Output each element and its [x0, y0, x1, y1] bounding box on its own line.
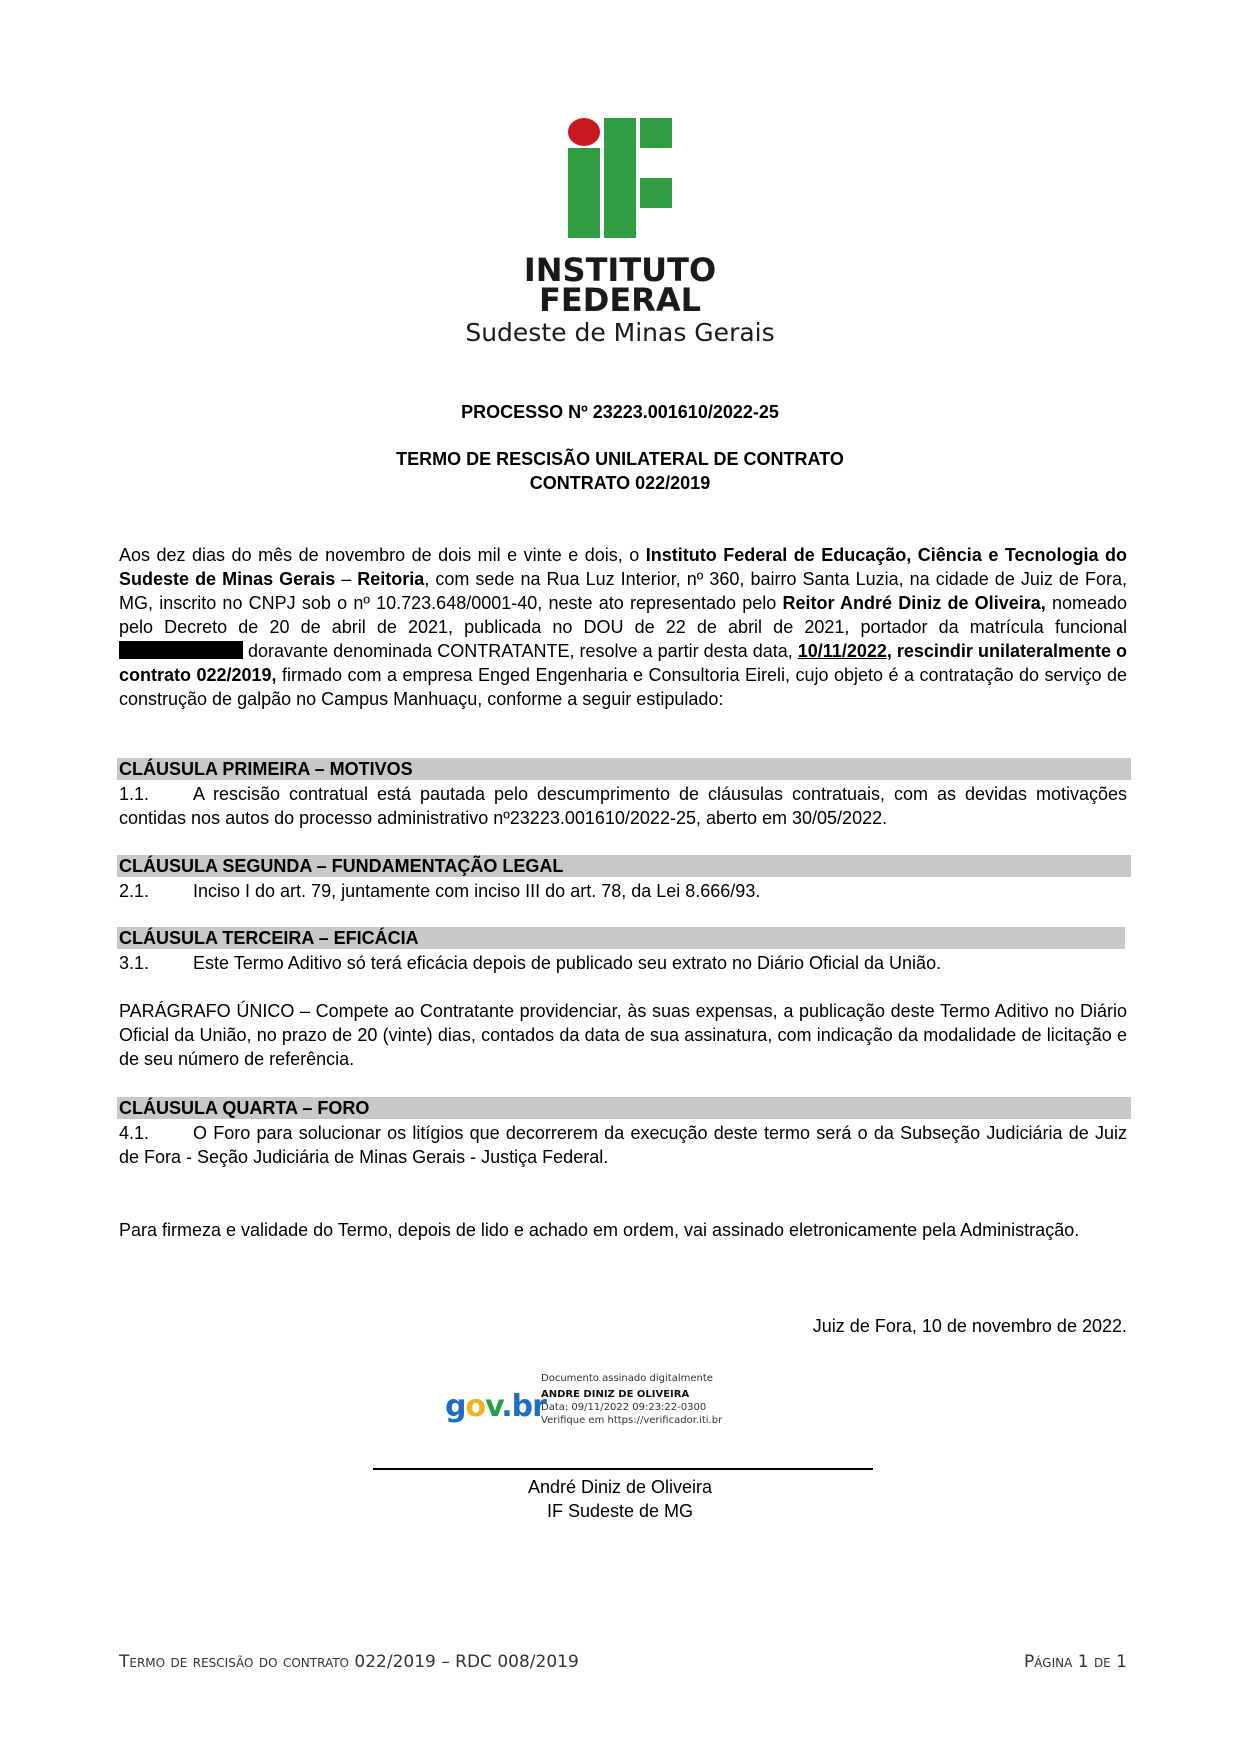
- clause-item-1-1: 1.1. A rescisão contratual está pautada pelo descumprimento de cláusulas contratuais, com as devidas motivações contidas nos autos do processo administrativo nº23223.001610/2022-25, aberto em 30/05/2022.: [119, 784, 1127, 828]
- processo-number: PROCESSO Nº 23223.001610/2022-25: [461, 402, 779, 422]
- rescission-date: 10/11/2022: [797, 641, 887, 661]
- document-title: TERMO DE RESCISÃO UNILATERAL DE CONTRATO: [396, 449, 844, 469]
- logo-grid-icon: [568, 118, 672, 238]
- clause-item-2-1: 2.1. Inciso I do art. 79, juntamente com inciso III do art. 78, da Lei 8.666/93.: [119, 881, 761, 901]
- place-date: Juiz de Fora, 10 de novembro de 2022.: [812, 1316, 1127, 1336]
- logo-title-line1: INSTITUTO: [523, 251, 717, 289]
- digital-signature-stamp: [445, 1372, 765, 1442]
- signature-date: Data: 09/11/2022 09:23:22-0300: [541, 1402, 707, 1413]
- intro-paragraph: Aos dez dias do mês de novembro de dois mil e vinte e dois, o Instituto Federal de Educação, Ciência e Tecnologia do Sudeste de Minas Gerais – Reitoria, com sede na Rua Luz Interior, nº 360, bairro Santa Luzia, na cidade de Juiz de Fora, MG, inscrito no CNPJ sob o nº 10.723.648/0001-40, neste ato representado pelo Reitor André Diniz de Oliveira, nomeado pelo Decreto de 20 de abril de 2021, publicada no DOU de 22 de abril de 2021, portador da matrícula funcional doravante denominada CONTRATANTE, resolve a partir desta data, 10/11/2022, rescindir unilateralmente o contrato 022/2019, firmado com a empresa Enged Engenharia e Consultoria Eireli, cujo objeto é a contratação do serviço de construção de galpão no Campus Manhuaçu, conforme a seguir estipulado:: [119, 545, 1128, 709]
- signatory-org: IF Sudeste de MG: [546, 1501, 694, 1521]
- clause-item-3-1: 3.1. Este Termo Aditivo só terá eficácia depois de publicado seu extrato no Diário Oficial da União.: [119, 953, 942, 973]
- signature-line: [373, 1468, 873, 1470]
- clause-heading-first: CLÁUSULA PRIMEIRA – MOTIVOS: [117, 758, 1131, 780]
- signature-verify: Verifique em https://verificador.iti.br: [541, 1415, 723, 1426]
- logo-title-line2: FEDERAL: [539, 281, 701, 319]
- signature-details: [541, 1372, 722, 1427]
- signature-signer: ANDRE DINIZ DE OLIVEIRA: [541, 1389, 690, 1400]
- signature-line-1: Documento assinado digitalmente: [541, 1373, 713, 1384]
- footer-page-number: Página 1 de 1: [1024, 1652, 1127, 1672]
- logo-red-circle: [568, 118, 600, 146]
- redacted-block: [119, 641, 243, 659]
- signatory-name: André Diniz de Oliveira: [527, 1477, 713, 1497]
- sole-paragraph: PARÁGRAFO ÚNICO – Compete ao Contratante providenciar, às suas expensas, a publicação deste Termo Aditivo no Diário Oficial da União, no prazo de 20 (vinte) dias, contados da data de sua assinatura, com indicação da modalidade de licitação e de seu número de referência.: [119, 1001, 1127, 1069]
- closing-paragraph: Para firmeza e validade do Termo, depois de lido e achado em ordem, vai assinado eletronicamente pela Administração.: [119, 1220, 1080, 1240]
- footer-document-ref: Termo de rescisão do contrato 022/2019 – RDC 008/2019: [119, 1652, 579, 1672]
- contract-number: CONTRATO 022/2019: [529, 473, 711, 493]
- clause-heading-third: CLÁUSULA TERCEIRA – EFICÁCIA: [117, 927, 1125, 949]
- govbr-logo: gov.br: [445, 1389, 546, 1424]
- clause-heading-second: CLÁUSULA SEGUNDA – FUNDAMENTAÇÃO LEGAL: [117, 855, 1131, 877]
- clause-item-4-1: 4.1. O Foro para solucionar os litígios que decorrerem da execução deste termo será o da Subseção Judiciária de Juiz de Fora - Seção Judiciária de Minas Gerais - Justiça Federal.: [119, 1123, 1127, 1167]
- logo-subtitle: Sudeste de Minas Gerais: [465, 318, 775, 347]
- clause-heading-fourth: CLÁUSULA QUARTA – FORO: [117, 1097, 1131, 1119]
